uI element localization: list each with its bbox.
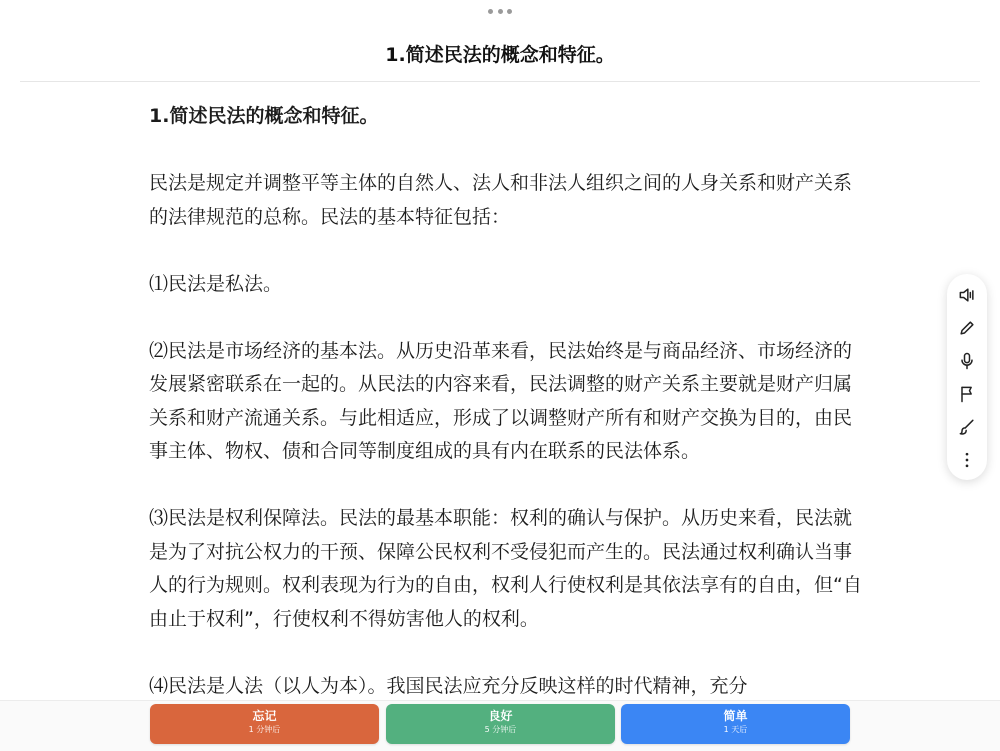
again-button[interactable] xyxy=(150,704,379,744)
sheet-grabber[interactable] xyxy=(488,8,512,14)
easy-button[interactable] xyxy=(621,704,850,744)
page-title: 1.简述民法的概念和特征。 xyxy=(385,44,615,66)
question-title: 1.简述民法的概念和特征。 xyxy=(149,105,379,127)
card-content xyxy=(149,100,869,700)
microphone-icon[interactable] xyxy=(955,349,979,373)
good-button[interactable] xyxy=(386,704,615,744)
answer-paragraph: ⑷民法是人法（以人为本）。我国民法应充分反映这样的时代精神，充分 xyxy=(149,674,748,697)
answer-paragraph: ⑵民法是市场经济的基本法。从历史沿革来看，民法始终是与商品经济、市场经济的发展紧密联系在一起的。从民法的内容来看，民法调整的财产关系主要就是财产归属关系和财产流通关系。与此相适应，形成了以调整财产所有和财产交换为目的，由民事主体、物权、债和合同等制度组成的具有内在联系的民法体系。 xyxy=(149,339,853,462)
answer-paragraph: ⑶民法是权利保障法。民法的最基本职能：权利的确认与保护。从历史来看，民法就是为了对抗公权力的干预、保障公民权利不受侵犯而产生的。民法通过权利确认当事人的行为规则。权利表现为行为的自由，权利人行使权利是其依法享有的自由，但“自由止于权利”，行使权利不得妨害他人的权利。 xyxy=(149,507,862,630)
easy-button-interval: 1 天后 xyxy=(723,725,748,734)
answer-paragraph: 民法是规定并调整平等主体的自然人、法人和非法人组织之间的人身关系和财产关系的法律规范的总称。民法的基本特征包括： xyxy=(149,172,853,228)
header-divider xyxy=(20,81,980,82)
grabber-dot xyxy=(507,9,512,14)
brush-icon[interactable] xyxy=(955,415,979,439)
side-toolbar xyxy=(947,274,987,480)
grabber-dot xyxy=(498,9,503,14)
answer-paragraph: ⑴民法是私法。 xyxy=(149,272,283,295)
again-button-interval: 1 分钟后 xyxy=(248,725,281,734)
flag-icon[interactable] xyxy=(955,382,979,406)
grabber-dot xyxy=(488,9,493,14)
pencil-icon[interactable] xyxy=(955,316,979,340)
more-vertical-icon[interactable] xyxy=(955,448,979,472)
speaker-icon[interactable] xyxy=(955,283,979,307)
again-button-label: 忘记 xyxy=(252,709,277,723)
good-button-interval: 5 分钟后 xyxy=(484,725,517,734)
easy-button-label: 简单 xyxy=(723,709,748,723)
good-button-label: 良好 xyxy=(488,709,513,723)
